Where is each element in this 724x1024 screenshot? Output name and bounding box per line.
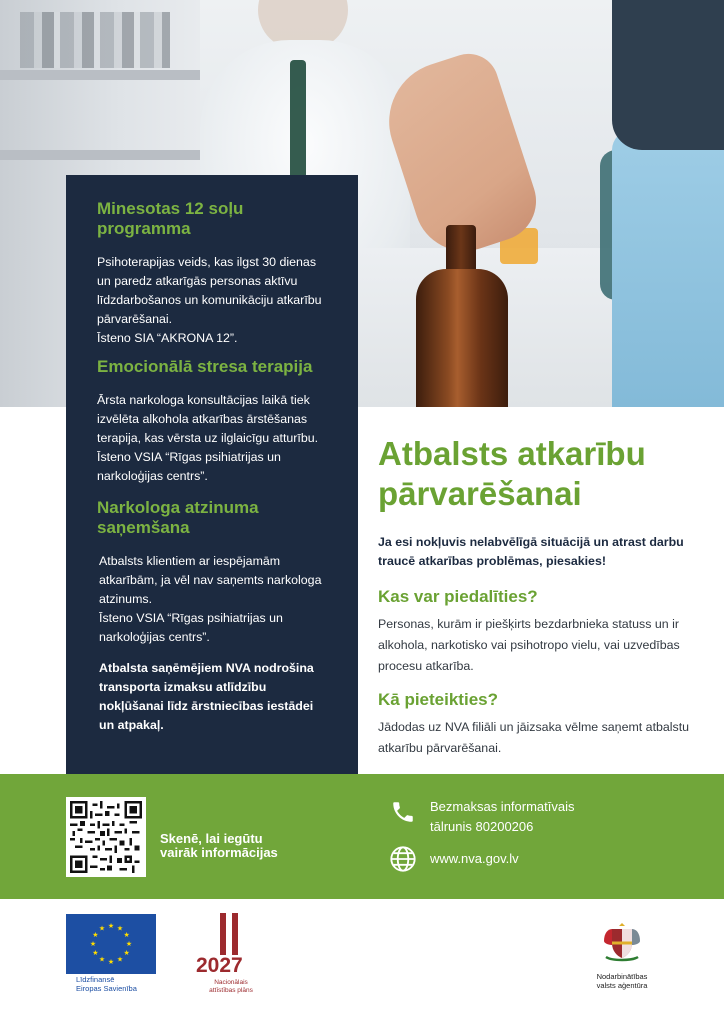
globe-icon xyxy=(388,844,418,874)
minnesota-program-body: Psihoterapijas veids, kas ilgst 30 dienas un paredz atkarīgās personas aktīvu līdzdarbošanos un komunikāciju atkarību pārvarēšanai. xyxy=(97,255,322,326)
main-content xyxy=(378,434,698,771)
beer-bottle xyxy=(416,225,508,407)
scan-qr-text: Skenē, lai iegūtu vairāk informācijas xyxy=(160,831,278,860)
qr-code-graphic xyxy=(70,801,142,873)
eu-cofunding-logo xyxy=(66,914,156,993)
svg-text:★: ★ xyxy=(125,940,133,948)
minnesota-program-implementer: Īsteno SIA “AKRONA 12”. xyxy=(97,331,238,345)
eu-caption-line2: Eiropas Savienība xyxy=(76,984,137,993)
nap-caption xyxy=(196,979,266,994)
who-can-participate-text: Personas, kurām ir piešķirts bezdarbnieka statuss un ir alkohola, narkotisko vai psihotropo vielu, vai uzvedības procesu atkarība. xyxy=(378,617,680,673)
svg-text:★: ★ xyxy=(107,958,115,966)
narcologist-opinion-body: Atbalsts klientiem ar iespējamām atkarībām, ja vēl nav saņemts narkologa atzinums. xyxy=(99,554,322,606)
svg-text:★: ★ xyxy=(116,955,124,964)
transport-compensation-note: Atbalsta saņēmējiem NVA nodrošina transporta izmaksu atlīdzību nokļūšanai līdz ārstniecības iestādei un atpakaļ. xyxy=(99,661,314,732)
narcologist-opinion-text xyxy=(97,552,330,647)
nva-caption xyxy=(578,972,666,990)
nva-logo xyxy=(578,919,666,990)
svg-text:★: ★ xyxy=(116,924,124,933)
contact-band xyxy=(0,774,724,899)
eu-flag-icon xyxy=(66,914,156,974)
program-info-panel xyxy=(66,175,358,774)
footer-logos xyxy=(0,899,724,1024)
how-to-apply-text: Jādodas uz NVA filiāli un jāizsaka vēlme saņemt atbalstu atkarību pārvarēšanai. xyxy=(378,720,690,755)
svg-text:★: ★ xyxy=(98,924,106,933)
national-development-plan-logo xyxy=(196,913,266,994)
minnesota-program-title: Minesotas 12 soļu programma xyxy=(97,199,244,238)
svg-text:★: ★ xyxy=(123,949,130,957)
background-binders xyxy=(20,12,170,68)
latvia-coat-of-arms-icon xyxy=(600,919,644,963)
who-can-participate-heading: Kas var piedalīties? xyxy=(378,587,538,606)
minnesota-program-text xyxy=(97,253,330,348)
svg-text:★: ★ xyxy=(92,949,99,957)
phone-text xyxy=(430,797,575,837)
qr-code[interactable] xyxy=(66,797,146,877)
nap-caption-line1: Nacionālais xyxy=(214,979,248,986)
jeans xyxy=(612,130,724,407)
svg-text:★: ★ xyxy=(123,931,130,939)
how-to-apply-heading: Kā pieteikties? xyxy=(378,690,498,709)
page-title: Atbalsts atkarību pārvarēšanai xyxy=(378,435,646,512)
nap-year: 2027 xyxy=(196,954,243,977)
phone-contact[interactable] xyxy=(388,797,575,837)
eu-caption-line1: Līdzfinansē xyxy=(76,975,115,984)
phone-label: Bezmaksas informatīvais xyxy=(430,799,575,814)
doctor-tie xyxy=(290,60,306,180)
svg-text:★: ★ xyxy=(107,922,115,930)
nap-caption-line2: attīstības plāns xyxy=(209,986,253,994)
phone-icon xyxy=(388,797,418,827)
nva-caption-line1: Nodarbinātības xyxy=(596,972,648,981)
svg-text:★: ★ xyxy=(89,940,97,948)
stress-therapy-text xyxy=(97,391,330,486)
website-link[interactable]: www.nva.gov.lv xyxy=(430,851,519,866)
phone-number[interactable]: tālrunis 80200206 xyxy=(430,819,534,834)
intro-text: Ja esi nokļuvis nelabvēlīgā situācijā un atrast darbu traucē atkarības problēmas, piesakies! xyxy=(378,535,684,568)
shirt xyxy=(612,0,724,150)
nva-caption-line2: valsts aģentūra xyxy=(596,981,648,990)
stress-therapy-implementer: Īsteno VSIA “Rīgas psihiatrijas un narkoloģijas centrs”. xyxy=(97,450,281,483)
eu-caption xyxy=(66,975,156,993)
svg-text:★: ★ xyxy=(92,931,99,939)
svg-text:★: ★ xyxy=(98,955,106,964)
website-contact[interactable] xyxy=(388,844,519,874)
nap-bars-icon xyxy=(220,913,266,955)
stress-therapy-body: Ārsta narkologa konsultācijas laikā tiek izvēlēta alkohola atkarības ārstēšanas terapija, kas vērsta uz ilglaicīgu atturību. xyxy=(97,393,319,445)
stress-therapy-title: Emocionālā stresa terapija xyxy=(97,357,313,376)
narcologist-opinion-title: Narkologa atzinuma saņemšana xyxy=(97,498,259,537)
narcologist-opinion-implementer: Īsteno VSIA “Rīgas psihiatrijas un narkoloģijas centrs”. xyxy=(99,611,283,644)
